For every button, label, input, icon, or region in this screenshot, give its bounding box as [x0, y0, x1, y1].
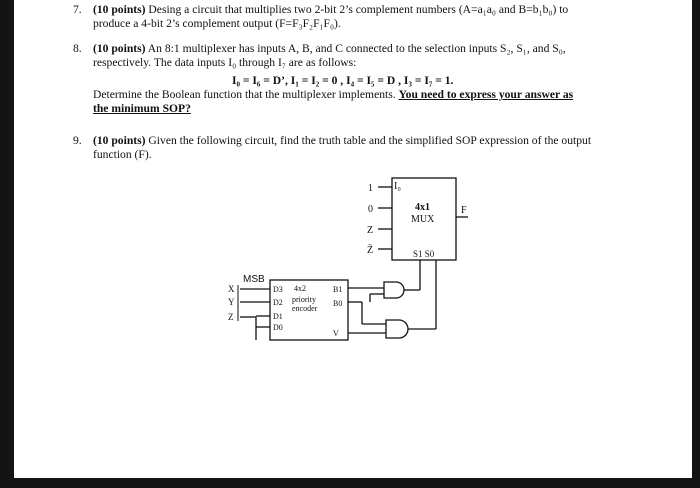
question-8-text-line2: respectively. The data inputs I₀ through I₇ are as follows:	[93, 56, 357, 69]
mux-input-1-label: 1	[368, 183, 373, 194]
question-8-emphasis-line3: You need to express your answer as	[398, 88, 574, 101]
input-y-label: Y	[228, 297, 235, 307]
mux-input-zbar-label: Z̄	[367, 245, 374, 256]
question-7-points: (10 points)	[93, 3, 146, 16]
question-9-number: 9.	[73, 134, 82, 147]
question-9-points: (10 points)	[93, 134, 146, 147]
msb-label: MSB	[243, 274, 265, 285]
question-8-number: 8.	[73, 42, 82, 55]
question-8-emphasis-line4: the minimum SOP?	[93, 102, 191, 115]
question-8-points: (10 points)	[93, 42, 146, 55]
mux-output-label: F	[461, 205, 467, 216]
mux-select-label: S1 S0	[413, 249, 435, 259]
encoder-pin-d2: D2	[273, 298, 283, 307]
mux-title-4x1: 4x1	[415, 202, 430, 213]
and-gate-lower	[386, 320, 408, 338]
encoder-title-priority: priority	[292, 295, 316, 304]
input-x-label: X	[228, 284, 235, 294]
mux-i0-label: I₀	[394, 181, 401, 192]
question-8-text-line1: An 8:1 multiplexer has inputs A, B, and C connected to the selection inputs S₂, S₁, and S₀,	[147, 42, 566, 55]
question-7-text-line1: Desing a circuit that multiplies two 2-bit 2’s complement numbers (A=a₁a₀ and B=b₁b₀) to	[148, 3, 569, 16]
question-9-text-line1: Given the following circuit, find the truth table and the simplified SOP expression of the output	[148, 134, 592, 147]
encoder-out-v: V	[333, 329, 339, 338]
mux-input-z-label: Z	[367, 225, 374, 236]
question-7-number: 7.	[73, 3, 82, 16]
question-8-text-line3: Determine the Boolean function that the multiplexer implements.	[93, 88, 396, 101]
encoder-pin-d1: D1	[273, 312, 283, 321]
mux-input-0-label: 0	[368, 204, 373, 215]
question-9-text-line2: function (F).	[93, 148, 152, 161]
mux-title-mux: MUX	[411, 214, 435, 225]
encoder-pin-d0: D0	[273, 323, 283, 332]
encoder-out-b0: B0	[333, 299, 343, 308]
encoder-title-4x2: 4x2	[294, 284, 306, 293]
input-z-label: Z	[228, 312, 234, 322]
and-gate-upper	[384, 282, 404, 298]
question-8-equation: I₀ = I₆ = D’, I₁ = I₂ = 0 , I₄ = I₅ = D , I₃ = I₇ = 1.	[232, 74, 454, 87]
encoder-out-b1: B1	[333, 285, 343, 294]
encoder-title-encoder: encoder	[292, 304, 318, 313]
encoder-pin-d3: D3	[273, 285, 283, 294]
question-7-text-line2: produce a 4-bit 2’s complement output (F=F₃F₂F₁F₀).	[93, 17, 341, 30]
